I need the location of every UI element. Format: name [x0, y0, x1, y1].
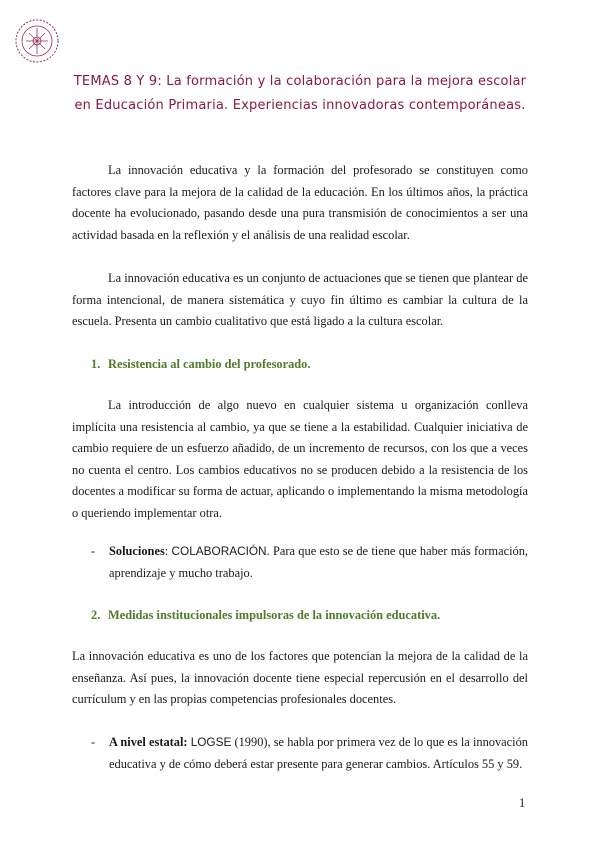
university-seal-logo — [14, 18, 60, 64]
state-level-keyword: LOGSE — [190, 735, 232, 749]
state-level-text: (1990), se habla por primera vez de lo que es la innovación educativa y de cómo deberá estar presente para generar cambios. Artículos 55 y 59. — [109, 735, 528, 771]
section-1-number: 1. — [91, 357, 101, 371]
section-1-paragraph: La introducción de algo nuevo en cualquier sistema u organización conlleva implícita una resistencia al cambio, ya que se tiene a la estabilidad. Cualquier iniciativa de cambio requiere de un esfuerzo añadido, de un incremento de recursos, con los que a veces no cuenta el centro. Los cambios educativos no se producen debido a la resistencia de los docentes a modificar su forma de actuar, aplicando o implementando la misma metodología o queriendo implementar otra. — [72, 398, 528, 520]
section-2-heading — [91, 608, 440, 623]
bullet-dash: - — [91, 735, 96, 749]
section-2-paragraph: La innovación educativa es uno de los factores que potencian la mejora de la calidad de la enseñanza. Así pues, la innovación docente tiene especial repercusión en el desarrollo del currículum y en las propias competencias profesionales docentes. — [72, 649, 528, 707]
section-1-heading — [91, 357, 310, 372]
solutions-colon: : — [164, 544, 172, 558]
solutions-text: . Para que esto se de tiene que haber más formación, aprendizaje y mucho trabajo. — [109, 544, 528, 580]
solutions-keyword: COLABORACIÓN — [171, 544, 267, 558]
solutions-bullet — [91, 541, 528, 584]
solutions-label: Soluciones — [109, 544, 165, 558]
state-level-bullet — [91, 732, 528, 775]
section-2-number: 2. — [91, 608, 101, 622]
bullet-dash: - — [91, 544, 96, 558]
intro-paragraph-2: La innovación educativa es un conjunto de actuaciones que se tienen que plantear de forma intencional, de manera sistemática y cuyo fin último es cambiar la cultura de la escuela. Presenta un cambio cualitativo que está ligado a la cultura escolar. — [72, 271, 528, 329]
page-number: 1 — [519, 796, 526, 810]
intro-paragraph-1: La innovación educativa y la formación del profesorado se constituyen como factores clave para la mejora de la calidad de la educación. En los últimos años, la práctica docente ha evolucionado, pasando desde una pura transmisión de conocimientos a ser una actividad basada en la reflexión y el análisis de una realidad escolar. — [72, 163, 528, 242]
document-title: TEMAS 8 Y 9: La formación y la colaboración para la mejora escolar en Educación Primaria. Experiencias innovadoras contemporáneas. — [73, 74, 527, 113]
state-level-label: A nivel estatal: — [109, 735, 188, 749]
section-1-heading-text: Resistencia al cambio del profesorado. — [108, 357, 311, 371]
section-2-heading-text: Medidas institucionales impulsoras de la innovación educativa. — [108, 608, 441, 622]
